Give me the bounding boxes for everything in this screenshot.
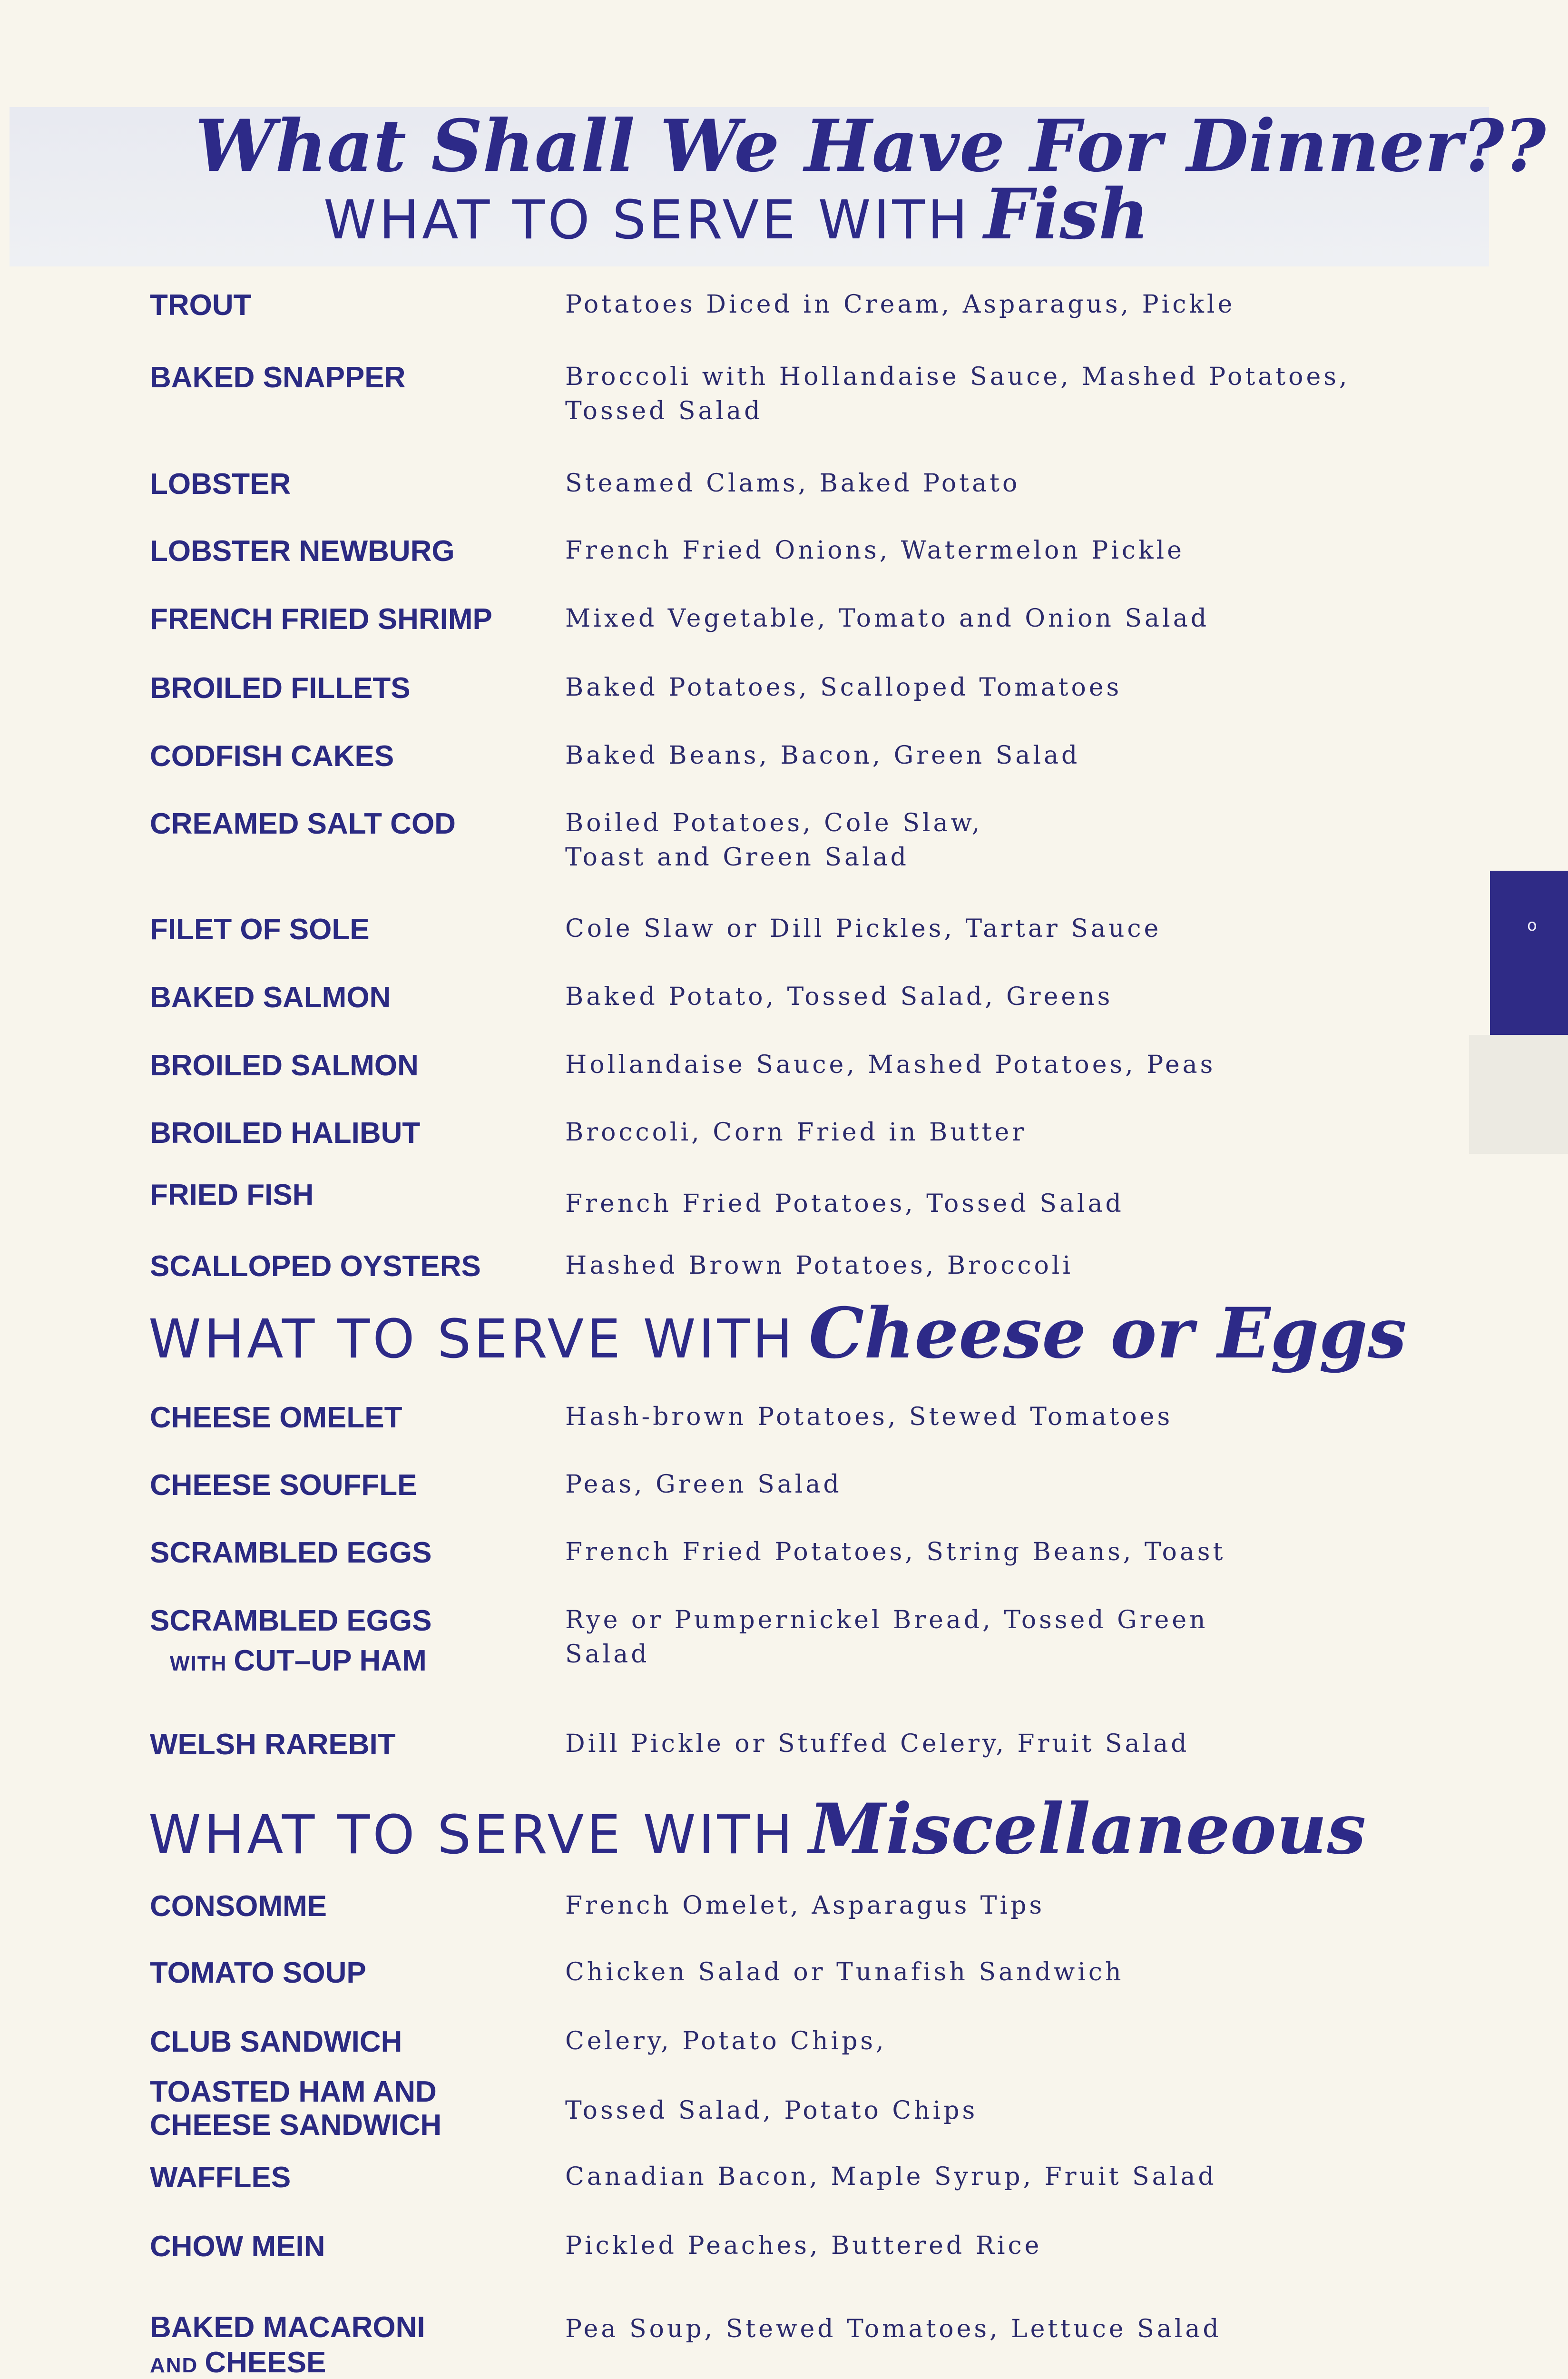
section-heading-fish [323, 174, 1149, 255]
dish-name [150, 1601, 559, 1684]
section-heading-lead: WHAT TO SERVE WITH [148, 1308, 796, 1370]
dish-name: SCALLOPED OYSTERS [150, 1250, 481, 1283]
dish-name: BAKED SNAPPER [150, 361, 406, 394]
dish-name-sub-text: CHEESE [205, 2346, 326, 2379]
section-heading-accent: Fish [984, 174, 1149, 255]
dish-name-sub [150, 1641, 559, 1684]
dish-name-main: TOASTED HAM AND [150, 2075, 437, 2108]
section-heading-accent: Miscellaneous [809, 1789, 1366, 1870]
dish-name: LOBSTER NEWBURG [150, 535, 455, 568]
dish-name: BROILED FILLETS [150, 672, 411, 705]
dish-name: TROUT [150, 289, 252, 322]
dish-sides: Baked Potatoes, Scalloped Tomatoes [565, 673, 1122, 702]
dish-name: FRIED FISH [150, 1179, 314, 1211]
dish-name: BROILED SALMON [150, 1049, 419, 1082]
dish-name: CHEESE SOUFFLE [150, 1469, 417, 1502]
dish-sides: French Omelet, Asparagus Tips [565, 1891, 1045, 1920]
dish-name: BROILED HALIBUT [150, 1117, 421, 1150]
dish-name-sub: CHEESE SANDWICH [150, 2109, 442, 2142]
dish-name: WELSH RAREBIT [150, 1728, 396, 1761]
dish-sides: Dill Pickle or Stuffed Celery, Fruit Salad [565, 1730, 1190, 1758]
side-tab-shadow [1469, 1035, 1568, 1154]
dish-name [150, 2075, 559, 2142]
dish-name: CREAMED SALT COD [150, 807, 456, 840]
dish-sides: Baked Beans, Bacon, Green Salad [565, 741, 1080, 770]
section-heading-lead: WHAT TO SERVE WITH [323, 189, 971, 251]
dish-sides: Celery, Potato Chips, [565, 2027, 887, 2055]
side-tab-mark: o [1527, 916, 1537, 935]
dish-name: BAKED SALMON [150, 981, 391, 1014]
dish-sides: French Fried Onions, Watermelon Pickle [565, 536, 1185, 565]
dish-sides: Pea Soup, Stewed Tomatoes, Lettuce Salad [565, 2315, 1222, 2343]
dish-sides: Chicken Salad or Tunafish Sandwich [565, 1958, 1124, 1986]
dish-name: CONSOMME [150, 1890, 327, 1923]
dish-sides: Potatoes Diced in Cream, Asparagus, Pickle [565, 290, 1235, 319]
dish-name: FRENCH FRIED SHRIMP [150, 603, 492, 636]
dish-sides: Hash-brown Potatoes, Stewed Tomatoes [565, 1403, 1173, 1431]
page-title: What Shall We Have For Dinner?? [195, 104, 1546, 188]
dish-sides: Hashed Brown Potatoes, Broccoli [565, 1251, 1074, 1280]
dish-name: CLUB SANDWICH [150, 2025, 402, 2058]
section-heading-lead: WHAT TO SERVE WITH [148, 1804, 796, 1866]
dish-name: CHEESE OMELET [150, 1401, 402, 1434]
dish-name: WAFFLES [150, 2161, 291, 2194]
dish-name-main: SCRAMBLED EGGS [150, 1604, 432, 1637]
dish-name: SCRAMBLED EGGS [150, 1536, 432, 1569]
dish-name: CHOW MEIN [150, 2230, 325, 2263]
section-heading-miscellaneous [148, 1789, 1366, 1870]
dish-sides: Broccoli with Hollandaise Sauce, Mashed Potatoes, Tossed Salad [565, 363, 1350, 425]
dish-sides: Cole Slaw or Dill Pickles, Tartar Sauce [565, 914, 1162, 943]
dish-sides: French Fried Potatoes, Tossed Salad [565, 1190, 1124, 1218]
dish-name-sub-prefix: AND [150, 2354, 198, 2377]
dish-name-sub-text: CUT–UP HAM [234, 1644, 427, 1677]
dish-sides: Canadian Bacon, Maple Syrup, Fruit Salad [565, 2163, 1217, 2191]
section-heading-cheese-eggs [148, 1293, 1407, 1374]
dish-sides: Hollandaise Sauce, Mashed Potatoes, Peas [565, 1051, 1216, 1079]
dish-name-sub-prefix: WITH [170, 1652, 227, 1675]
section-heading-accent: Cheese or Eggs [809, 1293, 1407, 1374]
dish-sides: French Fried Potatoes, String Beans, Toast [565, 1538, 1226, 1566]
dish-name: TOMATO SOUP [150, 1956, 366, 1989]
dish-sides: Pickled Peaches, Buttered Rice [565, 2232, 1042, 2260]
dish-sides: Mixed Vegetable, Tomato and Onion Salad [565, 604, 1209, 633]
side-tab [1490, 871, 1568, 1035]
dish-sides: Tossed Salad, Potato Chips [565, 2096, 978, 2125]
dish-name: LOBSTER [150, 468, 291, 501]
dish-name [150, 2310, 559, 2379]
dish-sides: Baked Potato, Tossed Salad, Greens [565, 983, 1113, 1011]
dish-name-sub [150, 2345, 559, 2379]
dish-sides: Peas, Green Salad [565, 1470, 842, 1499]
dish-sides: Broccoli, Corn Fried in Butter [565, 1118, 1027, 1147]
dish-sides: Rye or Pumpernickel Bread, Tossed Green Salad [565, 1606, 1208, 1669]
dish-sides: Steamed Clams, Baked Potato [565, 469, 1020, 498]
dish-name: CODFISH CAKES [150, 740, 394, 773]
dish-name: FILET OF SOLE [150, 913, 370, 946]
dish-sides: Boiled Potatoes, Cole Slaw, Toast and Green Salad [565, 809, 983, 872]
dish-name-main: BAKED MACARONI [150, 2311, 425, 2344]
